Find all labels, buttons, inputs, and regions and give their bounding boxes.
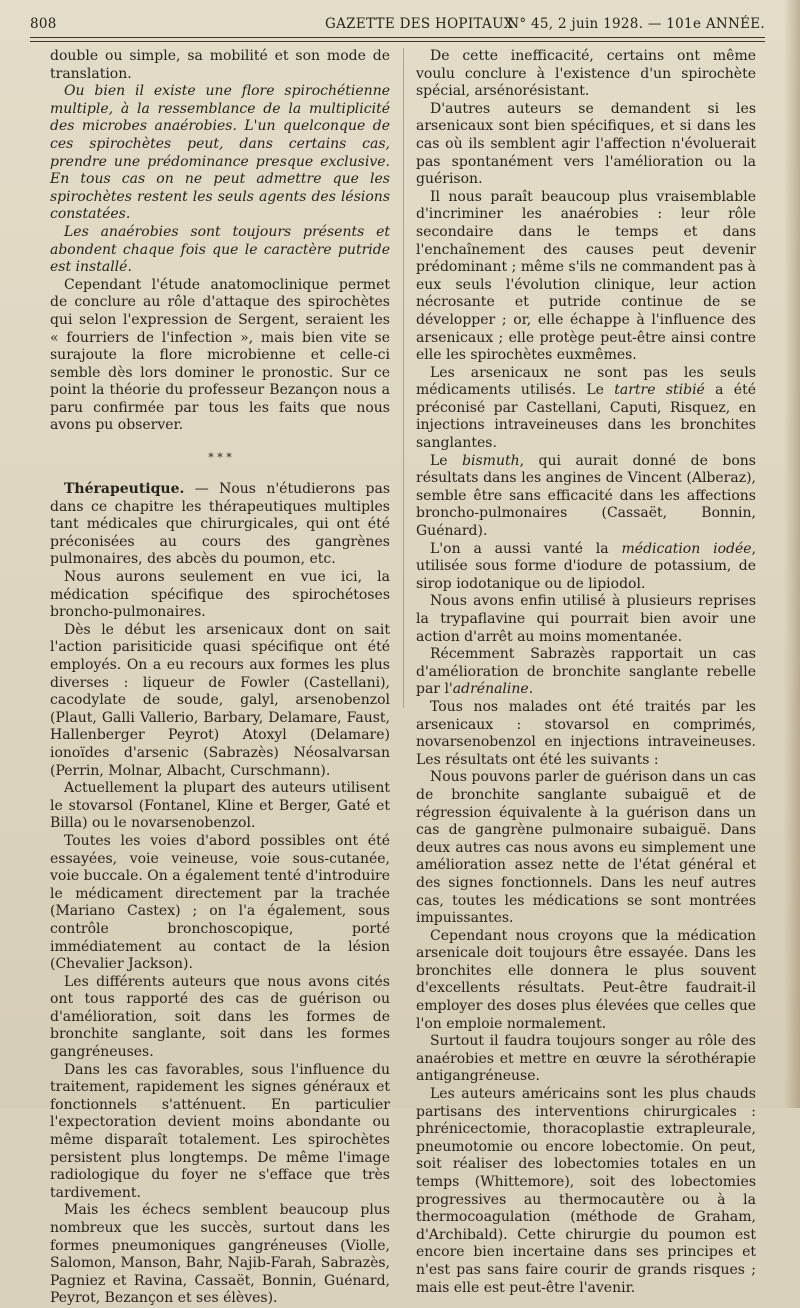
paragraph: D'autres auteurs se demandent si les arsenicaux sont bien spécifiques, et si dans les cas où ils semblent agir l'affection n'évoluerait pas spontanément vers l'amélioration ou la guérison. bbox=[416, 100, 756, 188]
paragraph: Tous nos malades ont été traités par les arsenicaux : stovarsol en comprimés, novarsenobenzol en injections intraveineuses. Les résultats ont été les suivants : bbox=[416, 698, 756, 768]
header-rule bbox=[30, 37, 765, 38]
text: Récemment Sabrazès rapportait un cas d'amélioration de bronchite sanglante rebelle par l' bbox=[416, 646, 756, 698]
paragraph: Les auteurs américains sont les plus chauds partisans des interventions chirurgicales : phrénicectomie, thoracoplastie extrapleurale, pneumotomie ou encore lobectomie. On peut, soit réaliser des lobectomies totales en un temps (Whittemore), soit des lobectomies progressives au thermocautère ou à la thermocoagulation (méthode de Graham, d'Archibald). Cette chirurgie du poumon est encore bien incertaine dans ses principes et n'est pas sans faire courir de grands risques ; mais elle est peut-être l'avenir. bbox=[416, 1086, 756, 1296]
text: a été préconisé par Castellani, Caputi, Risquez, en injections intraveineuses dans les bronchites sanglantes. bbox=[416, 382, 756, 452]
section-separator: * * * bbox=[208, 451, 232, 465]
paragraph: Toutes les voies d'abord possibles ont été essayées, voie veineuse, voie sous-cutanée, voie buccale. On a également tenté d'introduire le médicament directement par la trachée (Mariano Castex) ; on l'a également, sous contrôle bronchoscopique, porté immédiatement au contact de la lésion (Chevalier Jackson). bbox=[50, 832, 390, 973]
paragraph: Mais les échecs semblent beaucoup plus nombreux que les succès, surtout dans les formes pneumoniques gangréneuses (Violle, Salomon, Manson, Bahr, Najib-Farah, Sabrazès, Pagniez et Ravina, Cassaët, Bonnin, Guénard, Peyrot, Bezançon et ses élèves). bbox=[50, 1202, 390, 1307]
drug-name: tartre stibié bbox=[614, 382, 705, 399]
paragraph: Nous avons enfin utilisé à plusieurs reprises la trypaflavine qui pourrait bien avoir une action d'arrêt au moins momentanée. bbox=[416, 593, 756, 645]
paragraph: Surtout il faudra toujours songer au rôle des anaérobies et mettre en œuvre la sérothérapie antigangréneuse. bbox=[416, 1033, 756, 1085]
paragraph: Ou bien il existe une flore spirochétienne multiple, à la ressemblance de la multiplicité des microbes anaérobies. L'un quelconque de ces spirochètes peut, dans certains cas, prendre une prédominance presque exclusive. En tous cas on ne peut admettre que les spirochètes restent les seuls agents des lésions constatées. bbox=[50, 83, 390, 223]
page-edge-shadow bbox=[784, 0, 800, 1108]
paragraph: Les différents auteurs que nous avons cités ont tous rapporté des cas de guérison ou d'amélioration, soit dans les formes de bronchite sanglante, soit dans les formes gangréneuses. bbox=[50, 973, 390, 1061]
paragraph: Dès le début les arsenicaux dont on sait l'action parisiticide quasi spécifique ont été employés. On a eu recours aux formes les plus diverses : liqueur de Fowler (Castellani), cacodylate de soude, galyl, arsenobenzol (Plaut, Galli Vallerio, Barbary, Delamare, Faust, Hallenberger Peyrot) Atoxyl (Delamare) ionoïdes d'arsenic (Sabrazès) Néosalvarsan (Perrin, Molnar, Albacht, Curschmann). bbox=[50, 621, 390, 779]
right-column bbox=[416, 48, 756, 1297]
drug-name: médication iodée bbox=[621, 540, 752, 557]
journal-title: GAZETTE DES HOPITAUX bbox=[325, 16, 514, 32]
text: Les arsenicaux ne sont pas les seuls médicaments utilisés. Le bbox=[416, 364, 756, 399]
text: . bbox=[528, 681, 534, 698]
left-column bbox=[50, 48, 390, 1308]
paragraph-therapeutique bbox=[50, 481, 390, 569]
page-header bbox=[30, 14, 765, 38]
paragraph: De cette inefficacité, certains ont même voulu conclure à l'existence d'un spirochète spécial, arsénorésistant. bbox=[416, 48, 756, 100]
text: L'on a aussi vanté la bbox=[430, 540, 622, 557]
paragraph bbox=[416, 365, 756, 453]
column-divider bbox=[403, 48, 404, 708]
drug-name: adrénaline bbox=[452, 681, 529, 698]
paragraph: Cependant nous croyons que la médication arsenicale doit toujours être essayée. Dans les bronchites elle donnera le plus souvent d'excellents résultats. Peut-être faudrait-il employer des doses plus élevées que celles que l'on emploie normalement. bbox=[416, 927, 756, 1032]
text: Le bbox=[430, 452, 463, 469]
paragraph: double ou simple, sa mobilité et son mode de translation. bbox=[50, 48, 390, 82]
paragraph-text: — Nous n'étudierons pas dans ce chapitre les thérapeutiques multiples tant médicales que chirurgicales, qui ont été préconisées au cours des gangrènes pulmonaires, des abcès du poumon, etc. bbox=[50, 481, 390, 568]
paragraph bbox=[416, 453, 756, 541]
paragraph: Actuellement la plupart des auteurs utilisent le stovarsol (Fontanel, Kline et Berger, Gaté et Billa) ou le novarsenobenzol. bbox=[50, 780, 390, 832]
paragraph: Les anaérobies sont toujours présents et abondent chaque fois que le caractère putride est installé. bbox=[50, 223, 390, 276]
section-heading: Thérapeutique. bbox=[64, 481, 185, 498]
paragraph: Nous pouvons parler de guérison dans un cas de bronchite sanglante subaiguë et de régression équivalente à la guérison dans un cas de gangrène pulmonaire subaiguë. Dans deux autres cas nous avons eu simplement une amélioration assez nette de l'état général et des signes fonctionnels. Dans les neuf autres cas, toutes les médications se sont montrées impuissantes. bbox=[416, 769, 756, 927]
page-number: 808 bbox=[30, 16, 57, 32]
paragraph: Nous aurons seulement en vue ici, la médication spécifique des spirochétoses broncho-pulmonaires. bbox=[50, 569, 390, 621]
paragraph: Cependant l'étude anatomoclinique permet de conclure au rôle d'attaque des spirochètes qui selon l'expression de Sergent, seraient les « fourriers de l'infection », mais bien vite se surajoute la flore microbienne et celle-ci semble dès lors dominer le pronostic. Sur ce point la théorie du professeur Bezançon nous a paru confirmée par tous les faits que nous avons pu observer. bbox=[50, 276, 390, 434]
header-rule-double bbox=[30, 41, 765, 42]
paragraph bbox=[416, 541, 756, 594]
text: , qui aurait donné de bons résultats dans les angines de Vincent (Alberaz), semble être sans efficacité dans les affections broncho-pulmonaires (Cassaët, Bonnin, Guénard). bbox=[416, 452, 756, 540]
paragraph: Dans les cas favorables, sous l'influence du traitement, rapidement les signes généraux et fonctionnels s'atténuent. En particulier l'expectoration devient moins abondante ou même disparaît totalement. Les spirochètes persistent plus longtemps. De même l'image radiologique du foyer ne s'efface que très tardivement. bbox=[50, 1061, 390, 1201]
issue-info: N° 45, 2 juin 1928. — 101e ANNÉE. bbox=[507, 16, 765, 32]
drug-name: bismuth bbox=[462, 452, 520, 469]
paragraph bbox=[416, 646, 756, 699]
text: , utilisée sous forme d'iodure de potassium, de sirop iodotanique ou de lipiodol. bbox=[416, 540, 757, 592]
paragraph: Il nous paraît beaucoup plus vraisemblable d'incriminer les anaérobies : leur rôle secondaire dans le temps et dans l'enchaînement des causes peut devenir prédominant ; même s'ils ne commandent pas à eux seuls l'évolution clinique, leur action nécrosante et putride continue de se développer ; or, elle échappe à l'influence des arsenicaux ; elle protège peut-être ainsi contre elle les spirochètes euxmêmes. bbox=[416, 188, 756, 364]
